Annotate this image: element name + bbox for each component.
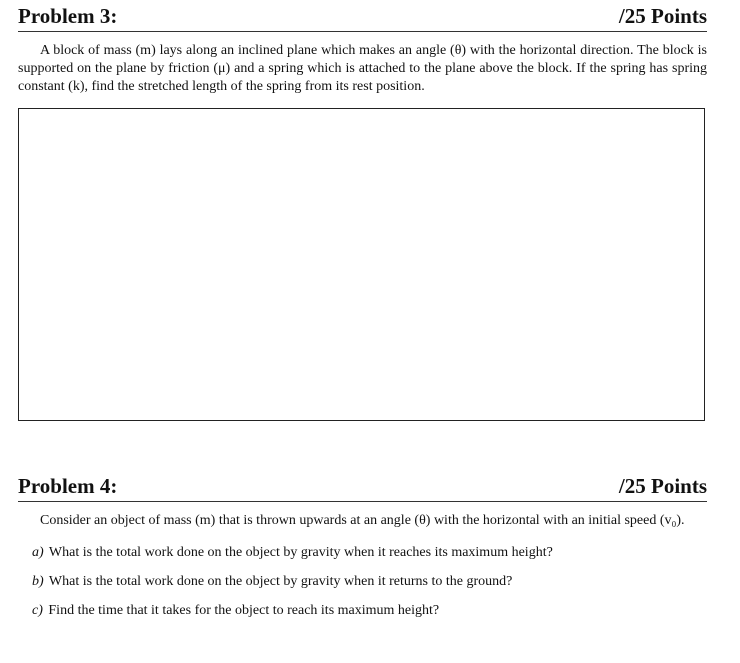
part-c-letter: c) (32, 603, 43, 618)
part-a-letter: a) (32, 545, 44, 560)
problem-4-statement-text: Consider an object of mass (m) that is thrown upwards at an angle (θ) with the horizontal with an initial speed (v₀). (40, 513, 685, 528)
part-c-text: Find the time that it takes for the object to reach its maximum height? (48, 603, 440, 618)
problem-4-part-c (18, 602, 707, 620)
problem-4-title: Problem 4: (18, 474, 118, 498)
problem-4-parts-list (18, 544, 707, 620)
problem-3-header (18, 4, 707, 32)
problem-3-section (18, 4, 707, 96)
part-a-text: What is the total work done on the object by gravity when it reaches its maximum height? (48, 545, 553, 560)
problem-3-statement-text: A block of mass (m) lays along an inclined plane which makes an angle (θ) with the horizontal direction. The block is supported on the plane by friction (μ) and a spring which is attached to the plane above the block. If the spring has spring constant (k), find the stretched length of the spring from its rest position. (18, 43, 707, 94)
problem-4-part-a (18, 544, 707, 562)
part-b-text: What is the total work done on the object by gravity when it returns to the ground? (48, 574, 513, 589)
problem-3-points: /25 Points (618, 4, 707, 28)
part-b-letter: b) (32, 574, 44, 589)
problem-3-answer-box[interactable] (18, 108, 705, 421)
problem-4-statement (18, 512, 707, 530)
problem-3-title: Problem 3: (18, 4, 118, 28)
problem-4-points: /25 Points (618, 474, 707, 498)
problem-4-part-b (18, 573, 707, 591)
problem-3-statement (18, 42, 707, 96)
problem-4-header (18, 474, 707, 502)
problem-4-section (18, 474, 707, 631)
